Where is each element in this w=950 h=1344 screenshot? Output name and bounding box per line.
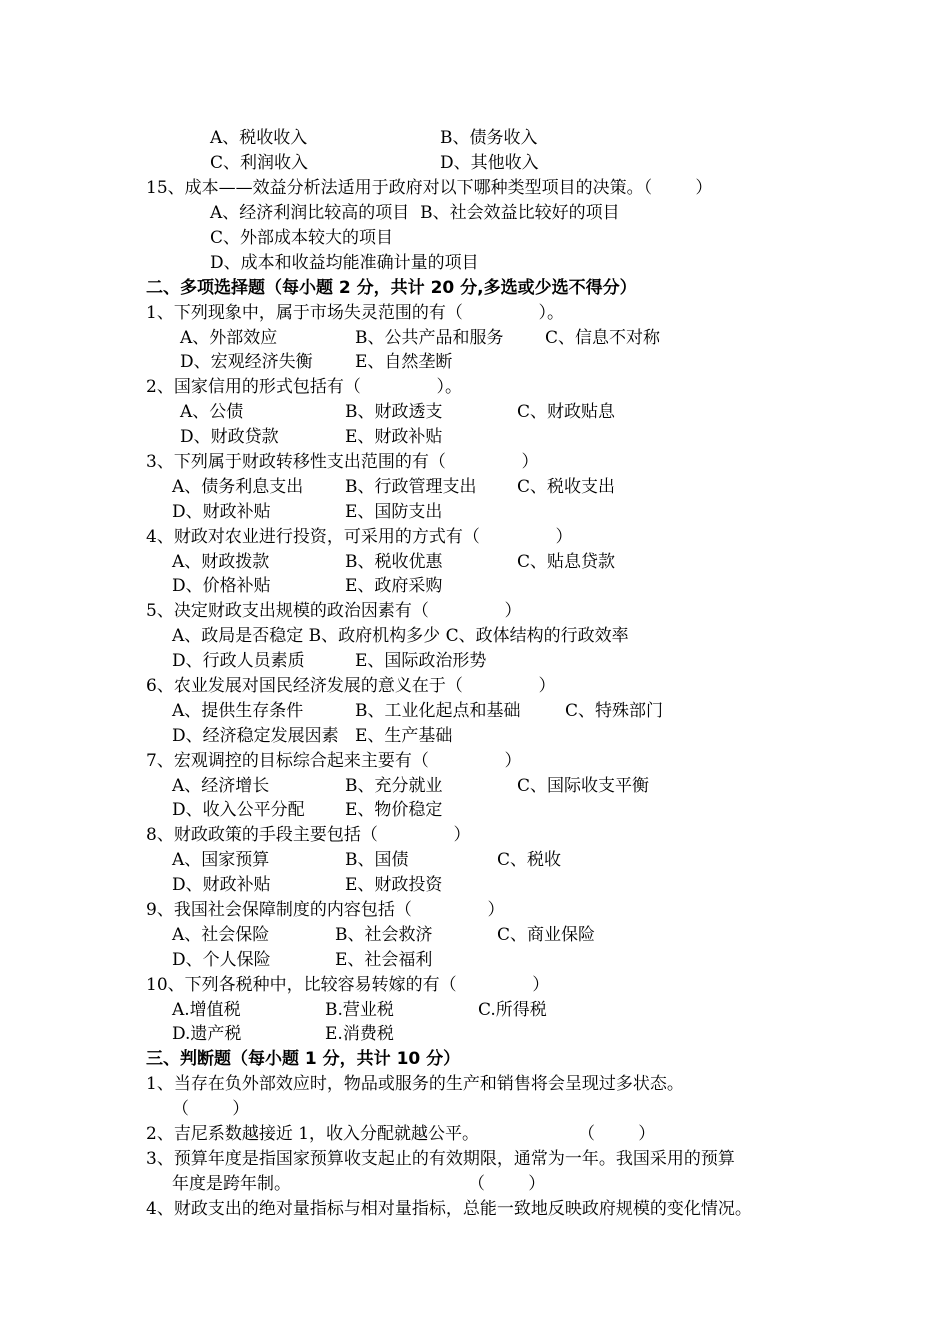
exam-text: （ ）	[468, 1174, 546, 1194]
exam-text: 7、宏观调控的目标综合起来主要有（ ）	[146, 751, 522, 771]
exam-text: 1、下列现象中，属于市场失灵范围的有（ ）。	[146, 303, 564, 323]
exam-text: B、充分就业	[345, 776, 443, 796]
exam-text: B、税收优惠	[345, 552, 443, 572]
exam-text: 8、财政政策的手段主要包括（ ）	[146, 825, 471, 845]
exam-text: C、利润收入	[210, 153, 309, 173]
exam-text: A、外部效应	[180, 328, 278, 348]
exam-text: D、价格补贴	[172, 576, 271, 596]
exam-text: 3、下列属于财政转移性支出范围的有（ ）	[146, 452, 539, 472]
exam-text: E、国防支出	[345, 502, 443, 522]
exam-text: E、生产基础	[355, 726, 453, 746]
exam-text: B、财政透支	[345, 402, 443, 422]
exam-text: C、贴息贷款	[517, 552, 616, 572]
exam-text: D、收入公平分配	[172, 800, 305, 820]
exam-text: B、国债	[345, 850, 409, 870]
exam-text: 年度是跨年制。	[172, 1174, 291, 1194]
exam-text: C、外部成本较大的项目	[210, 228, 394, 248]
exam-text: E、财政补贴	[345, 427, 443, 447]
exam-text: 2、吉尼系数越接近 1，收入分配就越公平。	[146, 1124, 480, 1144]
exam-text: D、宏观经济失衡	[180, 352, 313, 372]
exam-text: E、社会福利	[335, 950, 433, 970]
exam-text: 3、预算年度是指国家预算收支起止的有效期限，通常为一年。我国采用的预算	[146, 1149, 735, 1169]
exam-text: 4、财政对农业进行投资，可采用的方式有（ ）	[146, 527, 573, 547]
exam-text: C、国际收支平衡	[517, 776, 650, 796]
exam-text: D、个人保险	[172, 950, 271, 970]
exam-text: E、国际政治形势	[355, 651, 487, 671]
exam-text: 4、财政支出的绝对量指标与相对量指标，总能一致地反映政府规模的变化情况。	[146, 1199, 752, 1219]
exam-text: B、工业化起点和基础	[355, 701, 521, 721]
exam-text: C、税收	[497, 850, 562, 870]
exam-text: C、税收支出	[517, 477, 616, 497]
exam-text: C、信息不对称	[545, 328, 661, 348]
exam-text: D、其他收入	[440, 153, 539, 173]
exam-text: D.遗产税	[172, 1024, 242, 1044]
exam-text: 10、下列各税种中，比较容易转嫁的有（ ）	[146, 975, 550, 995]
exam-text: D、财政补贴	[172, 502, 271, 522]
exam-text: A、公债	[180, 402, 244, 422]
exam-text: E、政府采购	[345, 576, 443, 596]
section-heading: 二、多项选择题（每小题 2 分，共计 20 分,多选或少选不得分）	[146, 278, 637, 298]
exam-text: C、特殊部门	[565, 701, 664, 721]
exam-text: E、自然垄断	[355, 352, 453, 372]
exam-text: A、财政拨款	[172, 552, 270, 572]
section-heading: 三、判断题（每小题 1 分，共计 10 分）	[146, 1049, 461, 1069]
exam-text: 2、国家信用的形式包括有（ ）。	[146, 377, 462, 397]
exam-text: D、财政贷款	[180, 427, 279, 447]
exam-text: C、商业保险	[497, 925, 596, 945]
exam-text: E、财政投资	[345, 875, 443, 895]
exam-text: D、经济稳定发展因素	[172, 726, 339, 746]
exam-text: 15、成本——效益分析法适用于政府对以下哪种类型项目的决策。（ ）	[146, 178, 713, 198]
exam-text: A、政局是否稳定 B、政府机构多少 C、政体结构的行政效率	[172, 626, 629, 646]
exam-text: B、行政管理支出	[345, 477, 477, 497]
exam-text: B、社会救济	[335, 925, 433, 945]
exam-text: B.营业税	[325, 1000, 394, 1020]
exam-text: A.增值税	[172, 1000, 241, 1020]
exam-text: C、财政贴息	[517, 402, 616, 422]
exam-text: （ ）	[578, 1124, 656, 1144]
exam-text: A、经济增长	[172, 776, 270, 796]
exam-text: A、经济利润比较高的项目 B、社会效益比较好的项目	[210, 203, 620, 223]
exam-text: C.所得税	[478, 1000, 547, 1020]
exam-text: B、公共产品和服务	[355, 328, 504, 348]
exam-text: 5、决定财政支出规模的政治因素有（ ）	[146, 601, 522, 621]
exam-text: E、物价稳定	[345, 800, 443, 820]
exam-text: A、提供生存条件	[172, 701, 304, 721]
exam-text: E.消费税	[325, 1024, 394, 1044]
exam-text: A、税收收入	[210, 128, 308, 148]
exam-text: 9、我国社会保障制度的内容包括（ ）	[146, 900, 505, 920]
exam-text: D、成本和收益均能准确计量的项目	[210, 253, 479, 273]
exam-text: （ ）	[172, 1099, 250, 1119]
exam-text: B、债务收入	[440, 128, 538, 148]
exam-text: D、行政人员素质	[172, 651, 305, 671]
exam-text: 6、农业发展对国民经济发展的意义在于（ ）	[146, 676, 556, 696]
exam-text: 1、当存在负外部效应时，物品或服务的生产和销售将会呈现过多状态。	[146, 1074, 684, 1094]
exam-text: A、债务利息支出	[172, 477, 304, 497]
exam-text: A、社会保险	[172, 925, 270, 945]
exam-text: A、国家预算	[172, 850, 270, 870]
exam-text: D、财政补贴	[172, 875, 271, 895]
